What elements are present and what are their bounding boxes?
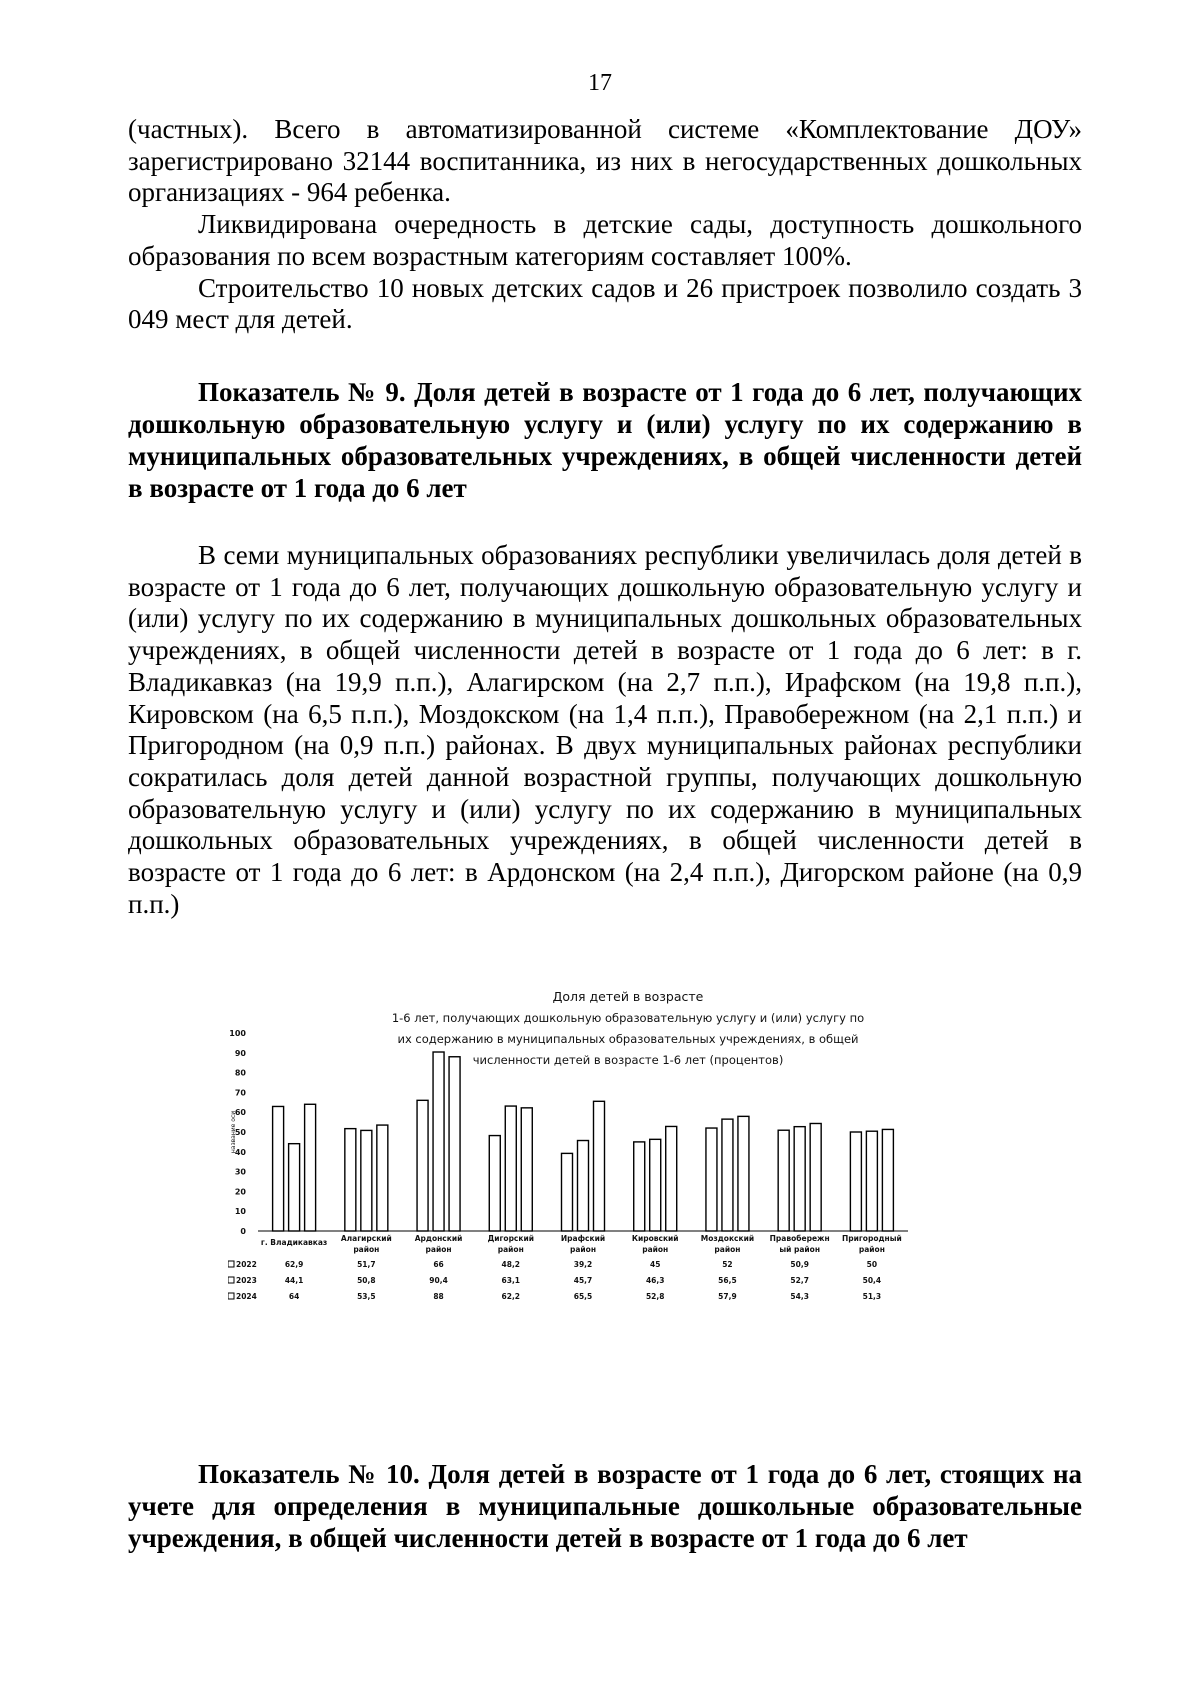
bar-chart (228, 985, 1028, 1415)
indicator-9-heading: Показатель № 9. Доля детей в возрасте от 1 года до 6 лет, получающих дошкольную образовательную услугу и (или) услугу по их содержанию в муниципальных образовательных учреждениях, в общей численности детей в возрасте от 1 года до 6 лет (128, 377, 1082, 503)
data-label: 51,7 (357, 1260, 376, 1269)
chart-title-line: 1-6 лет, получающих дошкольную образовательную услугу и (или) услугу по (391, 1011, 865, 1025)
y-tick-label: 100 (229, 1029, 246, 1038)
bar-2023 (794, 1127, 805, 1231)
bar-2022 (562, 1153, 573, 1231)
category-label: Алагирский (340, 1234, 392, 1243)
category-label: район (569, 1245, 597, 1254)
category-label: Ирафский (560, 1234, 606, 1243)
chart-title-line: Доля детей в возрасте (552, 989, 704, 1004)
data-label: 64 (288, 1292, 300, 1301)
data-label: 45,7 (573, 1276, 593, 1285)
data-label: 56,5 (718, 1276, 737, 1285)
y-tick-label: 80 (234, 1068, 246, 1078)
indicator-9-body-block (128, 540, 1082, 920)
category-label: Правобережн (769, 1234, 830, 1243)
data-label: 62,2 (501, 1292, 521, 1301)
legend-key-2022 (228, 1261, 234, 1267)
category-label: район (858, 1245, 885, 1254)
intro-paragraph-3: Строительство 10 новых детских садов и 26 пристроек позволило создать 3 049 мест для детей. (128, 272, 1082, 335)
legend-key-2024 (228, 1293, 234, 1299)
bar-2024 (882, 1129, 893, 1231)
category-label: Кировский (631, 1234, 679, 1243)
data-label: 51,3 (862, 1292, 882, 1301)
y-tick-label: 70 (234, 1088, 246, 1098)
data-label: 44,1 (284, 1276, 304, 1285)
data-label: 50,9 (790, 1260, 809, 1269)
legend-key-2023 (228, 1277, 234, 1283)
intro-block (128, 114, 1082, 336)
category-label: район (497, 1245, 524, 1254)
bar-2024 (521, 1108, 532, 1231)
category-label: Пригородный (841, 1234, 902, 1243)
bar-2023 (505, 1106, 516, 1231)
data-label: 50 (866, 1260, 878, 1269)
category-label: г. Владикавказ (260, 1238, 328, 1247)
bar-2022 (345, 1129, 356, 1231)
data-label: 45 (650, 1260, 661, 1269)
data-label: 46,3 (645, 1276, 665, 1285)
legend-label: 2022 (236, 1260, 257, 1269)
data-label: 50,4 (862, 1276, 882, 1285)
data-label: 50,8 (357, 1276, 376, 1285)
y-tick-label: 0 (240, 1227, 246, 1236)
intro-paragraph-2: Ликвидирована очередность в детские сады, доступность дошкольного образования по всем возрастным категориям составляет 100%. (128, 209, 1082, 271)
indicator-10-heading: Показатель № 10. Доля детей в возрасте от 1 года до 6 лет, стоящих на учете для определения в муниципальные дошкольные образовательные учреждения, в общей численности детей в возрасте от 1 года до 6 лет (128, 1459, 1082, 1553)
y-tick-label: 50 (234, 1128, 246, 1137)
y-tick-label: 10 (234, 1207, 246, 1217)
bar-2024 (666, 1126, 677, 1231)
bar-2022 (273, 1106, 284, 1231)
bar-2024 (810, 1123, 821, 1231)
bar-2024 (738, 1116, 749, 1231)
data-label: 54,3 (790, 1292, 809, 1301)
data-label: 53,5 (357, 1292, 376, 1301)
bar-2022 (778, 1130, 789, 1231)
data-label: 52 (722, 1260, 733, 1269)
data-label: 48,2 (501, 1260, 521, 1269)
data-label: 66 (433, 1260, 444, 1269)
category-label: район (714, 1245, 741, 1254)
category-label: ый район (779, 1245, 821, 1254)
bar-2022 (417, 1100, 428, 1231)
data-label: 57,9 (718, 1292, 737, 1301)
data-label: 39,2 (573, 1260, 593, 1269)
indicator-10-section (128, 1458, 1082, 1554)
bar-2024 (449, 1057, 460, 1231)
legend-label: 2024 (236, 1292, 257, 1301)
bar-2023 (289, 1144, 300, 1231)
bar-2023 (650, 1139, 661, 1231)
category-label: район (642, 1245, 669, 1254)
category-label: Ардонский (414, 1234, 463, 1243)
bar-2022 (489, 1136, 500, 1231)
data-label: 65,5 (573, 1292, 593, 1301)
bar-2024 (594, 1101, 605, 1231)
bar-2022 (706, 1128, 717, 1231)
data-label: 52,8 (645, 1292, 665, 1301)
chart-title-line: численности детей в возрасте 1-6 лет (процентов) (472, 1053, 784, 1067)
category-label: Дигорский (487, 1234, 534, 1243)
y-tick-label: 60 (234, 1108, 246, 1118)
bar-2024 (377, 1125, 388, 1231)
bar-2023 (433, 1052, 444, 1231)
indicator-9-section (128, 376, 1082, 504)
bar-2023 (866, 1131, 877, 1231)
data-label: 62,9 (284, 1260, 304, 1269)
indicator-9-body: В семи муниципальных образованиях республики увеличилась доля детей в возрасте от 1 года до 6 лет, получающих дошкольную образовательную услугу и (или) услугу по их содержанию в муниципальных дошкольных образовательных учреждениях, в общей численности детей в возрасте от 1 года до 6 лет: в г. Владикавказ (на 19,9 п.п.), Алагирском (на 2,7 п.п.), Ирафском (на 19,8 п.п.), Кировском (на 6,5 п.п.), Моздокском (на 1,4 п.п.), Правобережном (на 2,1 п.п.) и Пригородном (на 0,9 п.п.) районах. В двух муниципальных районах республики сократилась доля детей данной возрастной группы, получающих дошкольную образовательную услугу и (или) услугу по их содержанию в муниципальных дошкольных образовательных учреждениях, в общей численности детей в возрасте от 1 года до 6 лет: в Ардонском (на 2,4 п.п.), Дигорском районе (на 0,9 п.п.) (128, 540, 1082, 919)
bar-2022 (634, 1142, 645, 1231)
bar-2023 (722, 1119, 733, 1231)
chart-title-line: их содержанию в муниципальных образовательных учреждениях, в общей (397, 1032, 859, 1046)
intro-paragraph-1: (частных). Всего в автоматизированной системе «Комплектование ДОУ» зарегистрировано 32144 воспитанника, из них в негосударственных дошкольных организациях - 964 ребенка. (128, 114, 1082, 208)
y-tick-label: 40 (234, 1147, 246, 1157)
y-tick-label: 90 (234, 1048, 246, 1058)
data-label: 63,1 (501, 1276, 521, 1285)
bar-2023 (361, 1130, 372, 1231)
bar-2022 (850, 1132, 861, 1231)
category-label: район (353, 1245, 380, 1254)
page-number: 17 (588, 70, 612, 96)
y-tick-label: 20 (234, 1187, 246, 1197)
data-label: 90,4 (429, 1276, 448, 1285)
bar-2024 (305, 1104, 316, 1231)
bar-2023 (578, 1141, 589, 1231)
legend-label: 2023 (236, 1276, 257, 1285)
category-label: Моздокский (700, 1234, 755, 1243)
data-label: 52,7 (790, 1276, 809, 1285)
y-tick-label: 30 (234, 1167, 246, 1177)
data-label: 88 (433, 1292, 444, 1301)
y-axis-title: название оси (230, 1110, 237, 1154)
category-label: район (425, 1245, 452, 1254)
